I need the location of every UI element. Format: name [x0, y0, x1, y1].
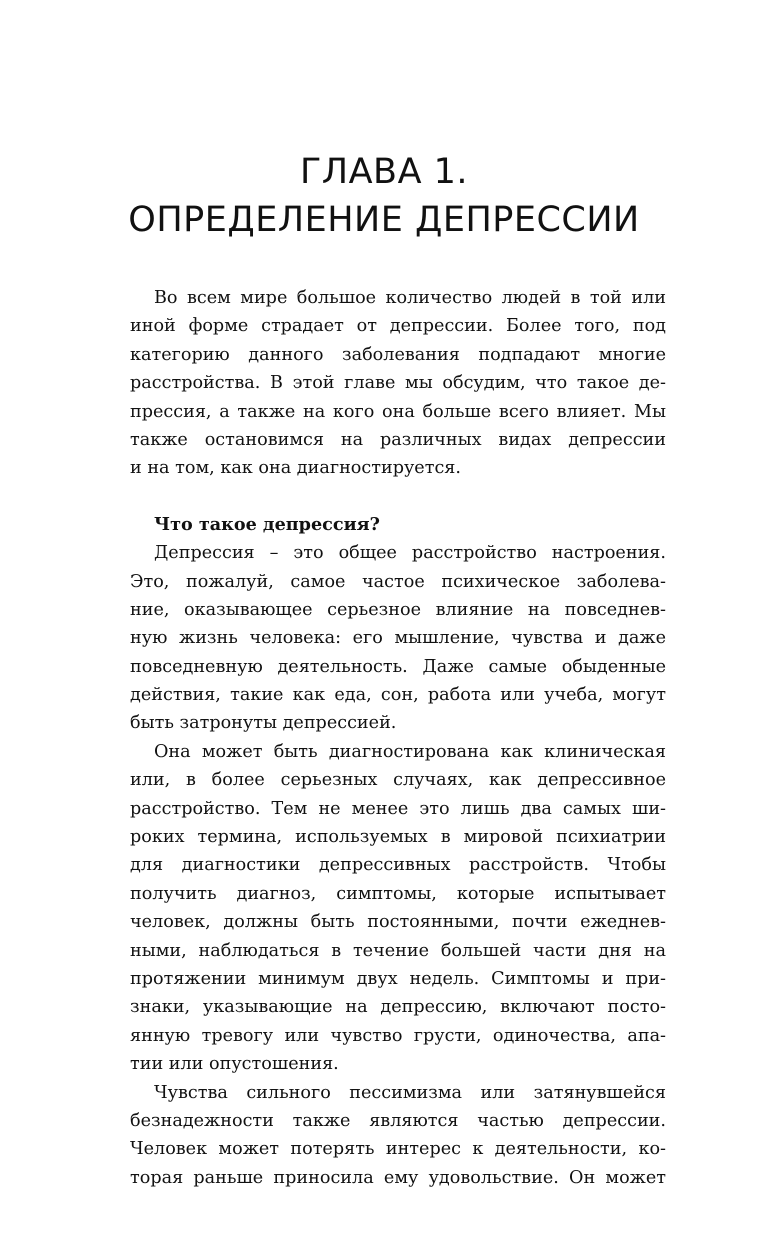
text-line: расстройство. Тем не менее это лишь два самых ши-	[130, 798, 666, 819]
text-line: расстройства. В этой главе мы обсудим, что такое де-	[130, 373, 666, 394]
text-line: тии или опустошения.	[130, 1054, 339, 1075]
intro-paragraph	[130, 284, 666, 483]
paragraph-3	[130, 1079, 666, 1193]
paragraph-1	[130, 539, 666, 738]
text-line: ную жизнь человека: его мышление, чувства и даже	[130, 628, 666, 649]
text-line: роких термина, используемых в мировой психиатрии	[130, 827, 666, 848]
text-line: и на том, как она диагностируется.	[130, 458, 461, 479]
text-line: быть затронуты депрессией.	[130, 713, 397, 734]
chapter-title: ОПРЕДЕЛЕНИЕ ДЕПРЕССИИ	[128, 200, 640, 240]
text-line: для диагностики депрессивных расстройств. Чтобы	[130, 855, 666, 876]
paragraph-2	[130, 738, 666, 1079]
text-line: или, в более серьезных случаях, как депрессивное	[130, 770, 666, 791]
chapter-label: ГЛАВА 1.	[299, 152, 469, 192]
text-line: знаки, указывающие на депрессию, включают посто-	[130, 997, 666, 1018]
text-line: безнадежности также являются частью депрессии.	[130, 1110, 666, 1131]
text-line: также остановимся на различных видах депрессии	[130, 429, 666, 450]
body-text	[130, 284, 666, 1192]
text-line: торая раньше приносила ему удовольствие. Он может	[130, 1167, 666, 1188]
text-line: прессия, а также на кого она больше всего влияет. Мы	[130, 401, 666, 422]
text-line: повседневную деятельность. Даже самые обыденные	[130, 656, 666, 677]
text-line: Она может быть диагностирована как клиническая	[154, 741, 666, 762]
text-line: Депрессия – это общее расстройство настроения.	[154, 543, 666, 564]
text-line: действия, такие как еда, сон, работа или учеба, могут	[130, 685, 666, 706]
text-line: протяжении минимум двух недель. Симптомы и при-	[130, 968, 666, 989]
section-gap	[130, 483, 666, 511]
text-line: категорию данного заболевания подпадают многие	[130, 344, 666, 365]
text-line: ными, наблюдаться в течение большей части дня на	[130, 940, 666, 961]
text-line: человек, должны быть постоянными, почти ежеднев-	[130, 912, 666, 933]
chapter-heading	[0, 148, 768, 244]
text-line: Это, пожалуй, самое частое психическое заболева-	[130, 571, 666, 592]
text-line: янную тревогу или чувство грусти, одиночества, апа-	[130, 1025, 666, 1046]
section-heading: Что такое депрессия?	[154, 513, 380, 535]
text-line: получить диагноз, симптомы, которые испытывает	[130, 883, 666, 904]
text-line: Человек может потерять интерес к деятельности, ко-	[130, 1139, 666, 1160]
text-line: Во всем мире большое количество людей в той или	[154, 288, 666, 308]
text-line: ние, оказывающее серьезное влияние на повседнев-	[130, 599, 666, 620]
text-line: Чувства сильного пессимизма или затянувшейся	[154, 1082, 666, 1103]
text-line: иной форме страдает от депрессии. Более того, под	[130, 316, 666, 337]
